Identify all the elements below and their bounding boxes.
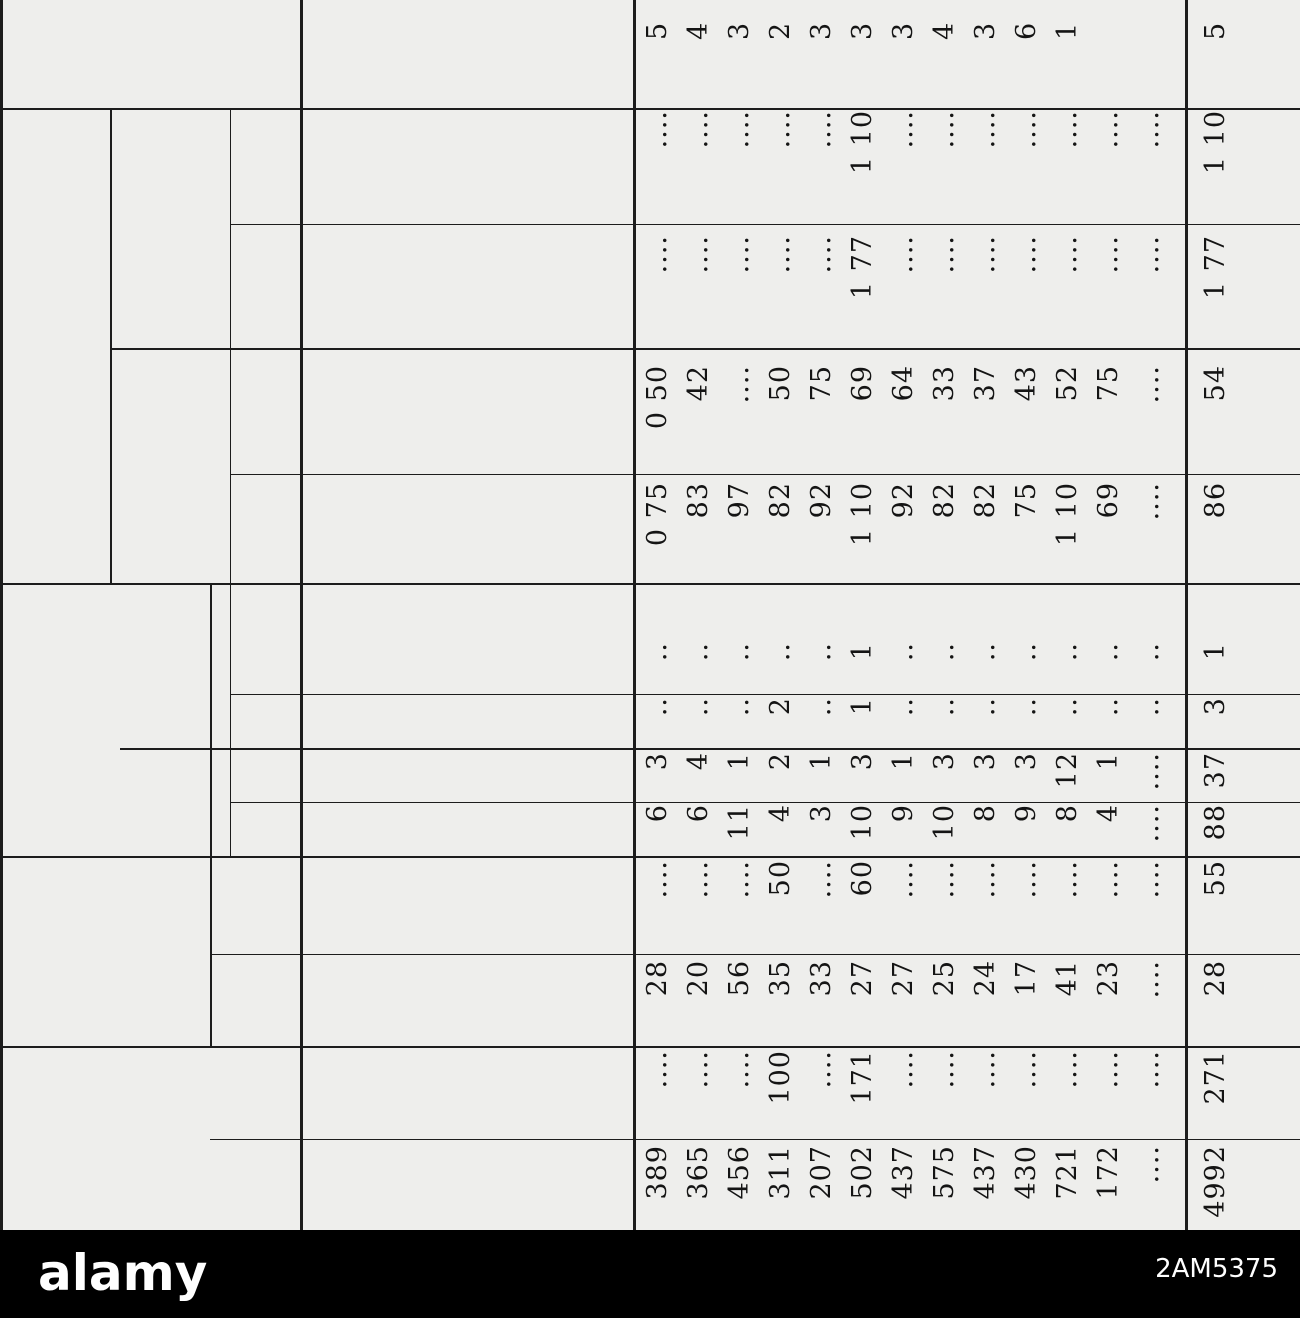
table-cell: .. <box>724 642 755 662</box>
edge-cell: 3 <box>806 21 837 40</box>
table-cell: 271 <box>1200 1050 1231 1105</box>
table-cell: .... <box>1134 1145 1165 1184</box>
table-cell: 9 <box>1011 804 1042 823</box>
table-cell: 60 <box>847 860 878 897</box>
table-cell: .... <box>1134 235 1165 274</box>
table-cell: .... <box>1134 1050 1165 1089</box>
table-cell: .... <box>970 860 1001 899</box>
table-cell: .... <box>806 235 837 274</box>
table-cell: 2 <box>765 752 796 771</box>
table-cell: 50 <box>765 365 796 402</box>
table-cell: 4 <box>1093 804 1124 823</box>
table-cell: 2 <box>765 697 796 716</box>
table-cell: 37 <box>970 365 1001 402</box>
table-cell: 1 10 <box>847 110 878 175</box>
table-cell: .... <box>1052 110 1083 149</box>
edge-cell: 5 <box>642 21 673 40</box>
table-cell: 64 <box>888 365 919 402</box>
table-cell: .... <box>806 110 837 149</box>
table-cell: 4 <box>683 752 714 771</box>
table-cell: .... <box>888 860 919 899</box>
table-cell: .... <box>1134 110 1165 149</box>
table-cell: 56 <box>724 960 755 997</box>
table-cell: .... <box>888 235 919 274</box>
table-cell: 92 <box>888 482 919 519</box>
table-cell: .... <box>929 110 960 149</box>
rule-vertical <box>110 348 1300 350</box>
table-cell: 20 <box>683 960 714 997</box>
table-cell: .... <box>1093 235 1124 274</box>
edge-cell: 1 <box>1052 21 1083 40</box>
edge-cell: 5 <box>1200 21 1231 40</box>
table-cell: 28 <box>1200 960 1231 997</box>
table-cell: .... <box>724 235 755 274</box>
table-cell: .. <box>642 642 673 662</box>
table-cell: .... <box>1134 860 1165 899</box>
table-cell: 1 10 <box>847 482 878 547</box>
table-cell: 430 <box>1011 1145 1042 1200</box>
rule-vertical <box>0 856 1300 858</box>
table-cell: 1 77 <box>847 235 878 300</box>
table-cell: 75 <box>806 365 837 402</box>
table-cell: .. <box>683 642 714 662</box>
table-cell: 42 <box>683 365 714 402</box>
table-cell: 82 <box>765 482 796 519</box>
table-cell: .. <box>1134 642 1165 662</box>
table-cell: .... <box>1134 804 1165 843</box>
table-cell: .... <box>642 110 673 149</box>
table-cell: 35 <box>765 960 796 997</box>
table-cell: 0 50 <box>642 365 673 430</box>
table-cell: 3 <box>929 752 960 771</box>
table-cell: 17 <box>1011 960 1042 997</box>
table-cell: 69 <box>847 365 878 402</box>
table-cell: 33 <box>929 365 960 402</box>
table-cell: .... <box>1134 482 1165 521</box>
table-cell: .. <box>806 697 837 717</box>
table-cell: 10 <box>847 804 878 841</box>
rule-vertical <box>210 954 1300 955</box>
table-cell: 0 75 <box>642 482 673 547</box>
table-cell: .... <box>1011 1050 1042 1089</box>
table-cell: 75 <box>1011 482 1042 519</box>
table-cell: .... <box>724 1050 755 1089</box>
table-cell: 27 <box>847 960 878 997</box>
table-cell: .... <box>1134 960 1165 999</box>
table-cell: .... <box>888 1050 919 1089</box>
rule-vertical <box>0 108 1300 110</box>
table-cell: 437 <box>970 1145 1001 1200</box>
table-cell: .. <box>683 697 714 717</box>
table-cell: 1 10 <box>1200 110 1231 175</box>
table-cell: 3 <box>642 752 673 771</box>
table-cell: .... <box>970 110 1001 149</box>
table-cell: .... <box>683 110 714 149</box>
table-cell: 437 <box>888 1145 919 1200</box>
table-cell: .. <box>1052 697 1083 717</box>
table-cell: .. <box>642 697 673 717</box>
table-cell: 88 <box>1200 804 1231 841</box>
table-cell: .... <box>970 235 1001 274</box>
table-cell: .... <box>765 235 796 274</box>
table-cell: .. <box>888 642 919 662</box>
table-cell: .... <box>683 235 714 274</box>
table-cell: 86 <box>1200 482 1231 519</box>
table-cell: 1 <box>1093 752 1124 771</box>
table-cell: .... <box>1052 235 1083 274</box>
rule-vertical <box>230 474 1300 475</box>
table-cell: .... <box>1093 860 1124 899</box>
table-cell: 3 <box>806 804 837 823</box>
table-cell: 575 <box>929 1145 960 1200</box>
table-cell: 28 <box>642 960 673 997</box>
rule-vertical <box>230 224 1300 225</box>
rule-vertical <box>0 1046 1300 1048</box>
edge-cell: 3 <box>970 21 1001 40</box>
table-cell: 456 <box>724 1145 755 1200</box>
rule-horizontal <box>210 585 212 858</box>
edge-cell: 4 <box>929 21 960 40</box>
table-cell: .... <box>642 860 673 899</box>
table-cell: 23 <box>1093 960 1124 997</box>
table-cell: .... <box>1011 110 1042 149</box>
table-cell: 3 <box>1200 697 1231 716</box>
rule-vertical <box>120 748 1300 750</box>
table-cell: .... <box>765 110 796 149</box>
table-cell: 82 <box>970 482 1001 519</box>
table-cell: 1 77 <box>1200 235 1231 300</box>
table-cell: .. <box>888 697 919 717</box>
table-cell: .... <box>929 1050 960 1089</box>
table-cell: 12 <box>1052 752 1083 789</box>
rule-vertical <box>210 1139 1300 1140</box>
table-cell: 33 <box>806 960 837 997</box>
table-cell: .. <box>1093 697 1124 717</box>
rule-vertical <box>230 694 1300 695</box>
table-cell: 1 <box>724 752 755 771</box>
table-cell: 50 <box>765 860 796 897</box>
table-cell: .... <box>1052 860 1083 899</box>
table-cell: 365 <box>683 1145 714 1200</box>
rule-horizontal <box>230 110 231 585</box>
table-cell: .... <box>642 1050 673 1089</box>
table-cell: 83 <box>683 482 714 519</box>
table-cell: 171 <box>847 1050 878 1105</box>
table-cell: .. <box>1134 697 1165 717</box>
rule-horizontal <box>210 858 212 1048</box>
table-cell: .... <box>724 365 755 404</box>
table-cell: 8 <box>970 804 1001 823</box>
edge-cell: 2 <box>765 21 796 40</box>
table-cell: .... <box>1134 365 1165 404</box>
table-cell: 389 <box>642 1145 673 1200</box>
table-cell: .. <box>765 642 796 662</box>
table-cell: 82 <box>929 482 960 519</box>
table-cell: 207 <box>806 1145 837 1200</box>
table-cell: 3 <box>847 752 878 771</box>
table-cell: .... <box>888 110 919 149</box>
table-cell: 27 <box>888 960 919 997</box>
table-cell: 25 <box>929 960 960 997</box>
table-cell: .... <box>724 860 755 899</box>
svg-text:alamy: alamy <box>38 1244 208 1302</box>
table-cell: 55 <box>1200 860 1231 897</box>
table-cell: 172 <box>1093 1145 1124 1200</box>
alamy-logo <box>38 1244 278 1304</box>
table-cell: 502 <box>847 1145 878 1200</box>
table-cell: 4992 <box>1200 1145 1231 1218</box>
table-cell: .. <box>1052 642 1083 662</box>
table-cell: 69 <box>1093 482 1124 519</box>
table-cell: 37 <box>1200 752 1231 789</box>
table-cell: 10 <box>929 804 960 841</box>
edge-cell: 4 <box>683 21 714 40</box>
table-cell: 97 <box>724 482 755 519</box>
edge-cell: 3 <box>888 21 919 40</box>
table-cell: .... <box>1134 752 1165 791</box>
table-cell: 24 <box>970 960 1001 997</box>
rule-horizontal <box>230 585 231 858</box>
edge-cell: 6 <box>1011 21 1042 40</box>
table-cell: .... <box>1093 110 1124 149</box>
table-cell: .. <box>1011 697 1042 717</box>
watermark-bar <box>0 1230 1300 1318</box>
table-cell: 1 <box>1200 642 1231 661</box>
table-cell: .... <box>970 1050 1001 1089</box>
rule-vertical <box>230 802 1300 803</box>
table-cell: .... <box>683 860 714 899</box>
table-cell: .... <box>806 860 837 899</box>
edge-cell: 3 <box>847 21 878 40</box>
table-cell: .. <box>929 642 960 662</box>
table-cell: .... <box>642 235 673 274</box>
table-cell: .. <box>1093 642 1124 662</box>
table-cell: .... <box>1052 1050 1083 1089</box>
table-cell: 9 <box>888 804 919 823</box>
table-cell: 41 <box>1052 960 1083 997</box>
table-cell: 11 <box>724 804 755 841</box>
table-cell: 1 <box>847 697 878 716</box>
table-cell: 721 <box>1052 1145 1083 1200</box>
table-cell: 52 <box>1052 365 1083 402</box>
table-cell: 3 <box>1011 752 1042 771</box>
table-cell: .... <box>929 235 960 274</box>
table-cell: 4 <box>765 804 796 823</box>
table-cell: .... <box>724 110 755 149</box>
table-cell: .. <box>970 642 1001 662</box>
table-cell: 6 <box>683 804 714 823</box>
image-id: 2AM5375 <box>1155 1254 1278 1284</box>
table-cell: .... <box>683 1050 714 1089</box>
table-cell: .... <box>929 860 960 899</box>
table-cell: .... <box>806 1050 837 1089</box>
table-cell: 1 10 <box>1052 482 1083 547</box>
table-cell: .... <box>1011 860 1042 899</box>
table-cell: .. <box>1011 642 1042 662</box>
table-cell: 92 <box>806 482 837 519</box>
table-cell: .. <box>970 697 1001 717</box>
table-cell: 100 <box>765 1050 796 1105</box>
table-cell: .. <box>806 642 837 662</box>
table-cell: .... <box>1011 235 1042 274</box>
table-cell: 1 <box>888 752 919 771</box>
table-cell: 54 <box>1200 365 1231 402</box>
table-cell: 3 <box>970 752 1001 771</box>
edge-cell: 3 <box>724 21 755 40</box>
table-cell: 6 <box>642 804 673 823</box>
table-cell: .. <box>724 697 755 717</box>
table-cell: .. <box>929 697 960 717</box>
rule-vertical <box>0 583 1300 585</box>
table-cell: 311 <box>765 1145 796 1200</box>
table-cell: .... <box>1093 1050 1124 1089</box>
table-cell: 43 <box>1011 365 1042 402</box>
table-cell: 1 <box>847 642 878 661</box>
table-cell: 75 <box>1093 365 1124 402</box>
table-cell: 8 <box>1052 804 1083 823</box>
table-cell: 1 <box>806 752 837 771</box>
